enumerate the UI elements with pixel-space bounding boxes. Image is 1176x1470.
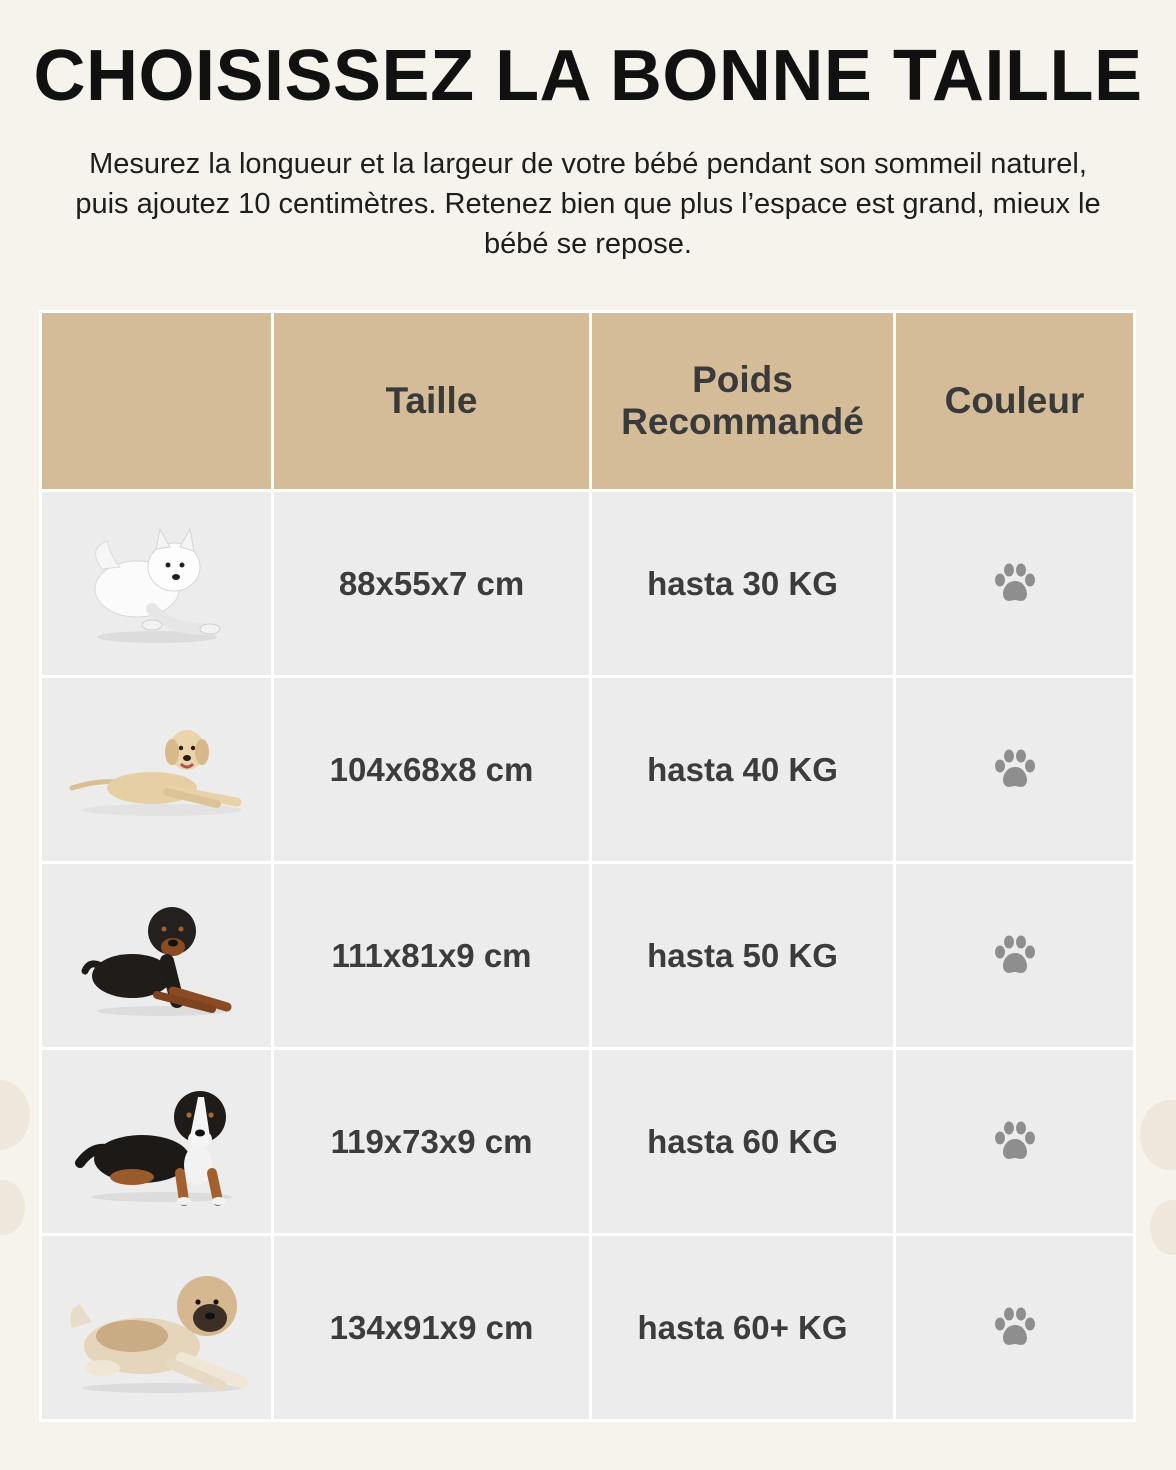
labrador-dog-icon — [43, 720, 270, 820]
paw-icon — [897, 749, 1132, 791]
paw-icon — [897, 1121, 1132, 1163]
rottweiler-dog-icon — [43, 891, 270, 1021]
background-paw-decoration — [0, 1180, 25, 1235]
color-cell — [896, 864, 1133, 1047]
color-cell — [896, 492, 1133, 675]
background-paw-decoration — [1140, 1100, 1176, 1170]
weight-cell: hasta 50 KG — [592, 864, 893, 1047]
header-color: Couleur — [896, 313, 1133, 489]
color-cell — [896, 678, 1133, 861]
size-table — [39, 310, 1136, 1422]
intro-text: Mesurez la longueur et la largeur de votre bébé pendant son sommeil naturel, puis ajoutez 10 centimètres. Retenez bien que plus l’espace est grand, mieux le bébé se repose. — [75, 148, 1101, 260]
table-row — [42, 1050, 1133, 1233]
color-cell — [896, 1050, 1133, 1233]
size-cell: 134x91x9 cm — [274, 1236, 589, 1419]
background-paw-decoration — [1150, 1200, 1176, 1255]
dog-image-cell — [42, 492, 271, 675]
mastiff-dog-icon — [43, 1258, 270, 1398]
weight-cell: hasta 30 KG — [592, 492, 893, 675]
header-weight-line1: Poids — [692, 359, 793, 400]
size-cell: 104x68x8 cm — [274, 678, 589, 861]
table-row — [42, 1236, 1133, 1419]
header-weight-line2: Recommandé — [621, 401, 864, 442]
table-header-row — [42, 313, 1133, 489]
paw-icon — [897, 563, 1132, 605]
dog-image-cell — [42, 864, 271, 1047]
dog-image-cell — [42, 678, 271, 861]
size-cell: 119x73x9 cm — [274, 1050, 589, 1233]
weight-cell: hasta 40 KG — [592, 678, 893, 861]
header-size: Taille — [274, 313, 589, 489]
size-cell: 111x81x9 cm — [274, 864, 589, 1047]
bernese-dog-icon — [43, 1077, 270, 1207]
page-title: CHOISISSEZ LA BONNE TAILLE — [33, 36, 1143, 116]
header-weight — [592, 313, 893, 489]
paw-icon — [897, 935, 1132, 977]
table-row — [42, 492, 1133, 675]
weight-cell: hasta 60+ KG — [592, 1236, 893, 1419]
header-image-cell — [42, 313, 271, 489]
table-row — [42, 678, 1133, 861]
size-cell: 88x55x7 cm — [274, 492, 589, 675]
color-cell — [896, 1236, 1133, 1419]
dog-image-cell — [42, 1050, 271, 1233]
dog-image-cell — [42, 1236, 271, 1419]
weight-cell: hasta 60 KG — [592, 1050, 893, 1233]
background-paw-decoration — [0, 1080, 30, 1150]
table-row — [42, 864, 1133, 1047]
paw-icon — [897, 1307, 1132, 1349]
samoyed-dog-icon — [43, 519, 270, 649]
